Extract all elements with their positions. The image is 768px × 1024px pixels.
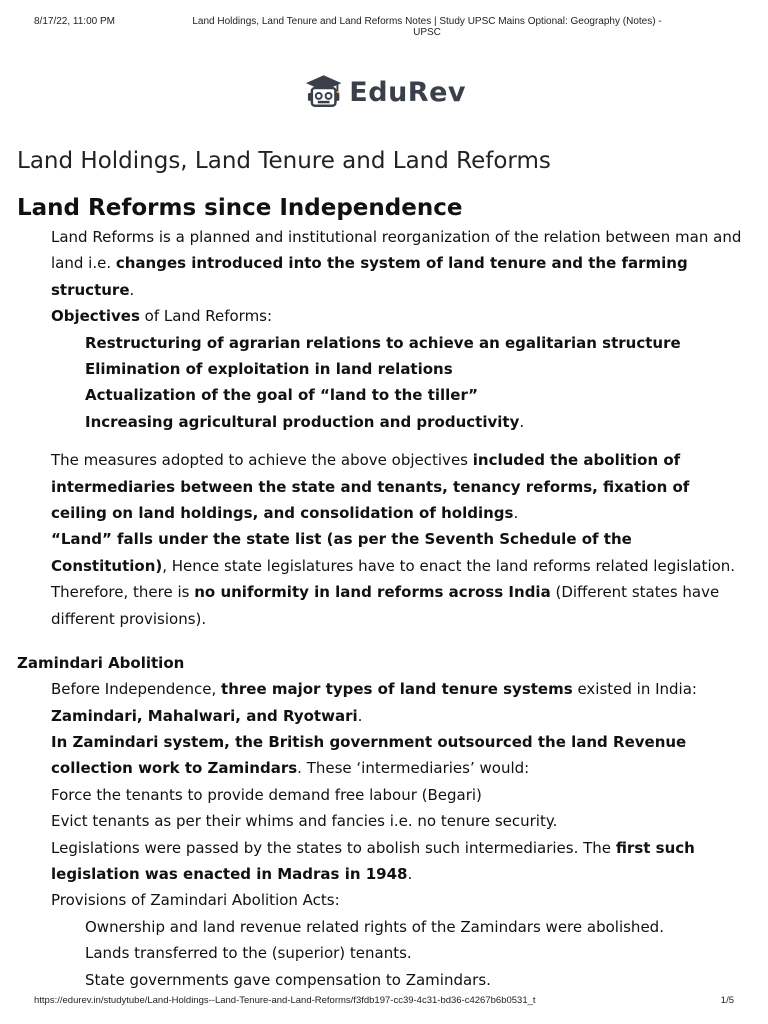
objective-item: Restructuring of agrarian relations to achieve an egalitarian structure [85, 333, 681, 352]
zamindari-p4: Force the tenants to provide demand free labour (Begari) [51, 785, 482, 804]
provision-item: State governments gave compensation to Zamindars. [85, 970, 491, 989]
print-url[interactable]: https://edurev.in/studytube/Land-Holdings--Land-Tenure-and-Land-Reforms/f3fdb197-cc39-4c31-bd36-c4267b6b0531_t [34, 995, 536, 1006]
document-content [17, 144, 747, 993]
zamindari-p3: In Zamindari system, the British government outsourced the land Revenue collection work to Zamindars. These ‘intermediaries’ would: [51, 732, 687, 778]
graduation-robot-icon [304, 73, 343, 111]
page-title: Land Holdings, Land Tenure and Land Reforms [17, 148, 551, 174]
objective-item: Actualization of the goal of “land to the tiller” [85, 386, 479, 405]
print-date: 8/17/22, 11:00 PM [34, 16, 115, 27]
edurev-logo[interactable] [304, 72, 466, 112]
measures-paragraph: The measures adopted to achieve the above objectives included the abolition of intermediaries between the state and tenants, tenancy reforms, fixation of ceiling on land holdings, and consolidation of holdings. [51, 451, 690, 523]
state-list-paragraph: “Land” falls under the state list (as per the Seventh Schedule of the Constitution), Hence state legislatures have to enact the land reforms related legislation. Therefore, there is no uniformity in land reforms across India (Different states have different provisions). [51, 530, 736, 628]
print-footer [34, 995, 734, 1006]
brand-name: EduRev [349, 76, 466, 108]
zamindari-p7: Provisions of Zamindari Abolition Acts: [51, 891, 340, 910]
page-number: 1/5 [720, 995, 734, 1006]
provision-item: Lands transferred to the (superior) tenants. [85, 944, 412, 963]
zamindari-p1: Before Independence, three major types of land tenure systems existed in India: [51, 680, 697, 699]
provision-item: Ownership and land revenue related rights of the Zamindars were abolished. [85, 917, 664, 936]
objective-item: Increasing agricultural production and productivity. [85, 412, 525, 431]
zamindari-p5: Evict tenants as per their whims and fancies i.e. no tenure security. [51, 812, 558, 831]
print-header [34, 16, 734, 38]
section-title-land-reforms: Land Reforms since Independence [17, 195, 463, 221]
section-title-zamindari: Zamindari Abolition [17, 654, 185, 673]
objectives-heading: Objectives of Land Reforms: [51, 307, 273, 326]
zamindari-p2: Zamindari, Mahalwari, and Ryotwari. [51, 706, 363, 725]
zamindari-p6: Legislations were passed by the states to abolish such intermediaries. The first such legislation was enacted in Madras in 1948. [51, 838, 695, 883]
intro-paragraph: Land Reforms is a planned and institutional reorganization of the relation between man and land i.e. changes introduced into the system of land tenure and the farming structure. [51, 228, 742, 299]
objective-item: Elimination of exploitation in land relations [85, 360, 453, 379]
print-title: Land Holdings, Land Tenure and Land Reforms Notes | Study UPSC Mains Optional: Geography (Notes) - UPSC [192, 16, 662, 38]
